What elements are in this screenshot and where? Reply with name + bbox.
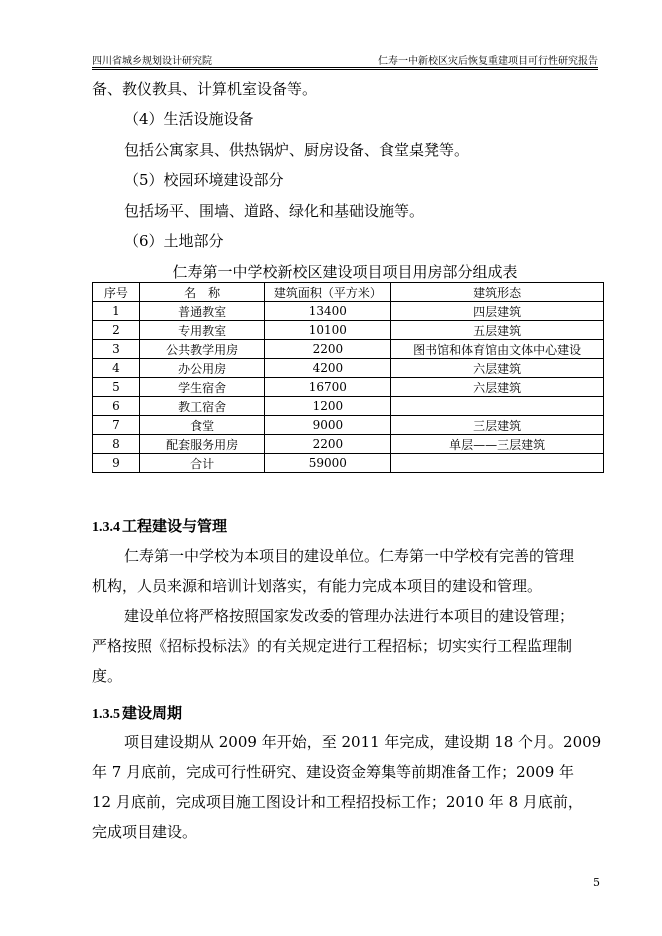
table-cell: 4200 bbox=[265, 359, 391, 378]
table-cell: 公共教学用房 bbox=[139, 340, 265, 359]
table-cell: 2200 bbox=[265, 340, 391, 359]
header-report-title: 仁寿一中新校区灾后恢复重建项目可行性研究报告 bbox=[378, 56, 598, 67]
table-cell: 三层建筑 bbox=[391, 416, 604, 435]
paragraph-line: 严格按照《招标投标法》的有关规定进行工程招标；切实实行工程监理制 bbox=[92, 637, 573, 655]
table-cell: 六层建筑 bbox=[391, 359, 604, 378]
table-cell: 五层建筑 bbox=[391, 321, 604, 340]
paragraph-line: 仁寿第一中学校为本项目的建设单位。仁寿第一中学校有完善的管理 bbox=[124, 547, 575, 565]
table-row bbox=[93, 435, 604, 454]
table-cell: 9 bbox=[93, 454, 140, 473]
table-cell: 普通教室 bbox=[139, 302, 265, 321]
paragraph-line: 12 月底前，完成项目施工图设计和工程招投标工作；2010 年 8 月底前， bbox=[92, 793, 583, 811]
table-cell: 配套服务用房 bbox=[139, 435, 265, 454]
table-cell: 13400 bbox=[265, 302, 391, 321]
section-heading-1-3-5 bbox=[92, 702, 182, 723]
header-institute: 四川省城乡规划设计研究院 bbox=[92, 56, 212, 67]
table-cell: 图书馆和体育馆由文体中心建设 bbox=[391, 340, 604, 359]
table-cell: 单层——三层建筑 bbox=[391, 435, 604, 454]
table-title: 仁寿第一中学校新校区建设项目项目用房部分组成表 bbox=[172, 263, 518, 281]
table-cell: 8 bbox=[93, 435, 140, 454]
table-cell: 59000 bbox=[265, 454, 391, 473]
table-cell: 学生宿舍 bbox=[139, 378, 265, 397]
table-cell: 教工宿舍 bbox=[139, 397, 265, 416]
paragraph-line: 建设单位将严格按照国家发改委的管理办法进行本项目的建设管理； bbox=[124, 607, 575, 625]
table-cell: 食堂 bbox=[139, 416, 265, 435]
section-heading-1-3-4 bbox=[92, 515, 227, 536]
table-cell: 1 bbox=[93, 302, 140, 321]
section-title: 工程建设与管理 bbox=[122, 517, 228, 535]
paragraph-line: 完成项目建设。 bbox=[92, 823, 198, 841]
table-cell: 四层建筑 bbox=[391, 302, 604, 321]
table-cell bbox=[391, 397, 604, 416]
table-cell: 5 bbox=[93, 378, 140, 397]
paragraph-line: 度。 bbox=[92, 667, 123, 685]
header-cell: 序号 bbox=[93, 283, 140, 302]
table-cell: 2200 bbox=[265, 435, 391, 454]
header-cell: 名 称 bbox=[139, 283, 265, 302]
paragraph-line: 机构，人员来源和培训计划落实，有能力完成本项目的建设和管理。 bbox=[92, 577, 543, 595]
table-cell: 专用教室 bbox=[139, 321, 265, 340]
table-cell bbox=[391, 454, 604, 473]
section-number: 1.3.5 bbox=[92, 707, 120, 722]
table-cell: 1200 bbox=[265, 397, 391, 416]
item-campus-environment: （5）校园环境建设部分 bbox=[124, 171, 284, 189]
table-row bbox=[93, 378, 604, 397]
table-cell: 9000 bbox=[265, 416, 391, 435]
header-cell: 建筑面积（平方米） bbox=[265, 283, 391, 302]
table-row-total bbox=[93, 454, 604, 473]
header-rule bbox=[92, 67, 598, 68]
table-row bbox=[93, 302, 604, 321]
table-cell: 4 bbox=[93, 359, 140, 378]
paragraph-line: 年 7 月底前，完成可行性研究、建设资金筹集等前期准备工作；2009 年 bbox=[92, 763, 575, 781]
header-rule-2 bbox=[92, 69, 598, 70]
page-number: 5 bbox=[593, 876, 600, 889]
header-cell: 建筑形态 bbox=[391, 283, 604, 302]
table-cell: 办公用房 bbox=[139, 359, 265, 378]
table-cell: 6 bbox=[93, 397, 140, 416]
item-land: （6）土地部分 bbox=[124, 232, 224, 250]
table-header-row bbox=[93, 283, 604, 302]
table-row bbox=[93, 397, 604, 416]
table-cell: 合计 bbox=[139, 454, 265, 473]
table-row bbox=[93, 359, 604, 378]
table-cell: 六层建筑 bbox=[391, 378, 604, 397]
paragraph-campus-environment: 包括场平、围墙、道路、绿化和基础设施等。 bbox=[124, 202, 425, 220]
item-living-facilities: （4）生活设施设备 bbox=[124, 110, 254, 128]
table-cell: 2 bbox=[93, 321, 140, 340]
table-cell: 16700 bbox=[265, 378, 391, 397]
section-title: 建设周期 bbox=[122, 704, 183, 722]
table-row bbox=[93, 321, 604, 340]
section-number: 1.3.4 bbox=[92, 520, 120, 535]
paragraph-equipment: 备、教仪教具、计算机室设备等。 bbox=[92, 80, 318, 98]
paragraph-living-facilities: 包括公寓家具、供热锅炉、厨房设备、食堂桌凳等。 bbox=[124, 141, 470, 159]
table-cell: 10100 bbox=[265, 321, 391, 340]
table-row bbox=[93, 340, 604, 359]
page-header bbox=[92, 50, 598, 66]
table-cell: 3 bbox=[93, 340, 140, 359]
table-row bbox=[93, 416, 604, 435]
paragraph-line: 项目建设期从 2009 年开始，至 2011 年完成，建设期 18 个月。2009 bbox=[124, 733, 602, 751]
table-cell: 7 bbox=[93, 416, 140, 435]
building-composition-table bbox=[92, 282, 604, 473]
